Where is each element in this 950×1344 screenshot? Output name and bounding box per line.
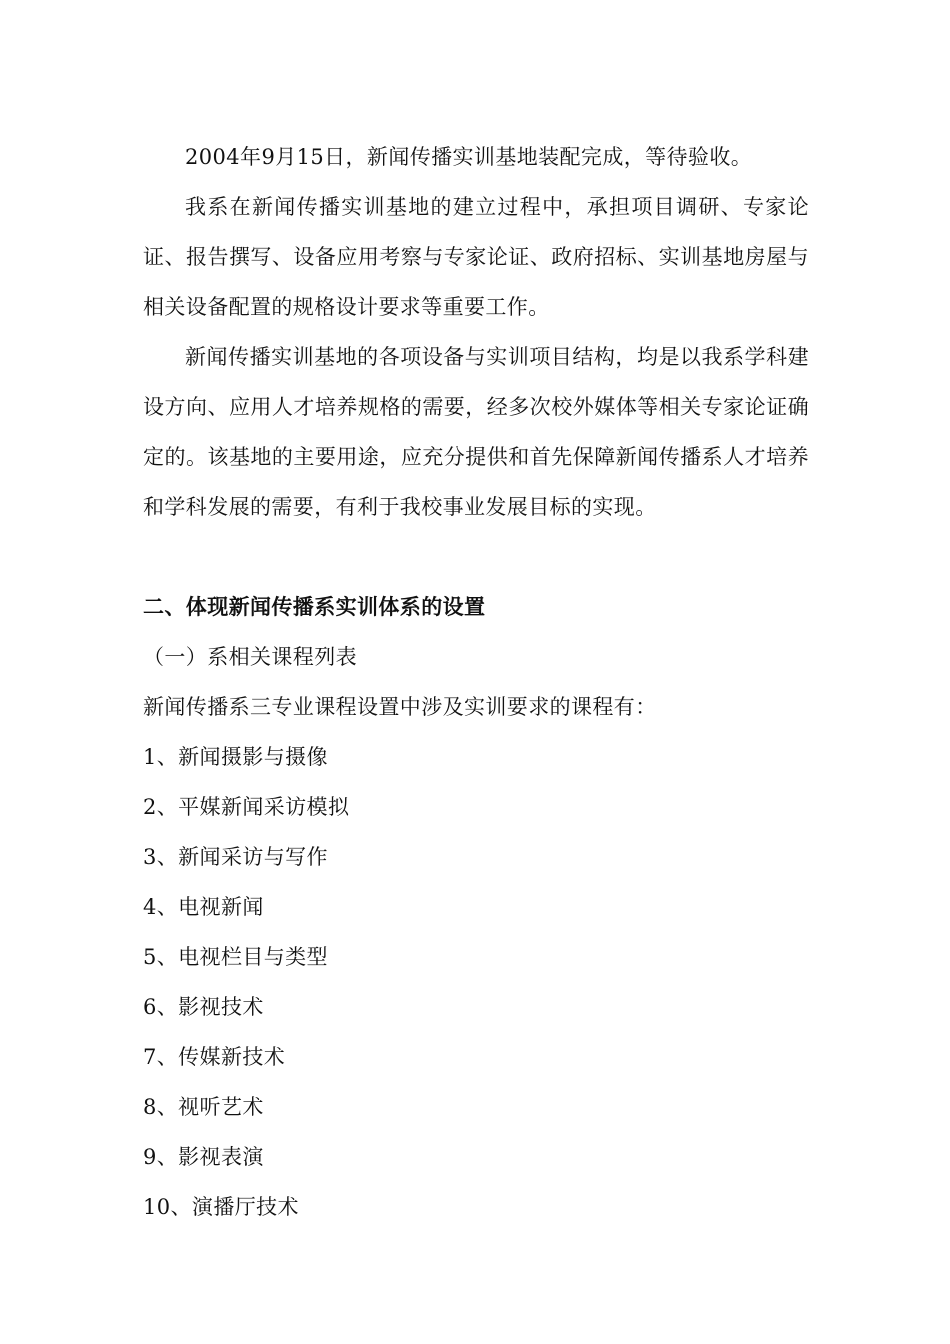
paragraph-construction-role: 我系在新闻传播实训基地的建立过程中，承担项目调研、专家论证、报告撰写、设备应用考察与专家论证、政府招标、实训基地房屋与相关设备配置的规格设计要求等重要工作。: [143, 195, 809, 319]
list-item: 9、影视表演: [143, 1145, 264, 1169]
list-item: 7、传媒新技术: [143, 1045, 286, 1069]
list-item: 4、电视新闻: [143, 895, 264, 919]
document-body: [143, 132, 809, 1232]
paragraph-completion-date: 2004年9月15日，新闻传播实训基地装配完成，等待验收。: [185, 145, 753, 169]
list-item: 2、平媒新闻采访模拟: [143, 795, 350, 819]
list-item: 5、电视栏目与类型: [143, 945, 328, 969]
subsection-heading: （一）系相关课程列表: [143, 645, 357, 669]
course-list-intro: 新闻传播系三专业课程设置中涉及实训要求的课程有：: [143, 695, 657, 719]
paragraph-equipment-purpose: 新闻传播实训基地的各项设备与实训项目结构，均是以我系学科建设方向、应用人才培养规格的需要，经多次校外媒体等相关专家论证确定的。该基地的主要用途，应充分提供和首先保障新闻传播系人才培养和学科发展的需要，有利于我校事业发展目标的实现。: [143, 345, 809, 519]
course-list: [143, 732, 809, 1232]
list-item: 1、新闻摄影与摄像: [143, 745, 328, 769]
list-item: 3、新闻采访与写作: [143, 845, 328, 869]
list-item: 10、演播厅技术: [143, 1195, 299, 1219]
section-heading: 二、体现新闻传播系实训体系的设置: [143, 594, 486, 619]
list-item: 8、视听艺术: [143, 1095, 264, 1119]
list-item: 6、影视技术: [143, 995, 264, 1019]
